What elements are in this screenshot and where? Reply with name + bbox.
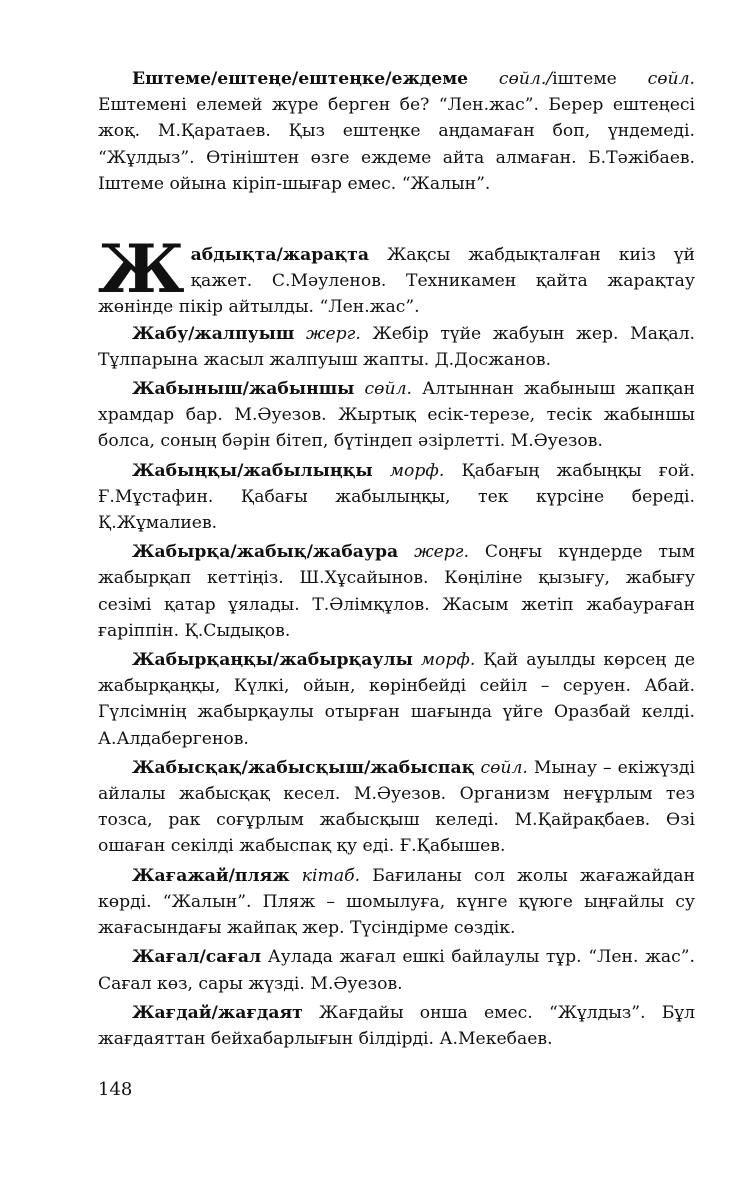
entry-text: Аулада жағал ешкі байлаулы тұр. “Лен. жас”. Сағал көз, сары жүзді. М.Әуезов. [98, 947, 695, 994]
entry-usage-note: сөйл. [480, 757, 528, 778]
section-gap [98, 197, 695, 242]
section-letter-drop-cap: Ж [98, 230, 185, 309]
entry-zhabynky [98, 458, 695, 537]
entry-usage-note: морф. [389, 460, 445, 481]
entry-headword: Жағал/сағал [132, 947, 262, 968]
page-number: 148 [98, 1079, 133, 1100]
entry-zhabynysh [98, 376, 695, 455]
entry-usage-note: сөйл. [364, 379, 412, 400]
entry-zhagdai [98, 1000, 695, 1052]
entry-text: Бағиланы сол жолы жағажайдан көрді. “Жалын”. Пляж – шомылуға, күнге қүюге ыңғайлы су жағасындағы жайпақ жер. Түсіндірме сөздік. [98, 865, 696, 939]
entry-text: Ештемені елемей жүре берген бе? “Лен.жас”. Берер ештеңесі жоқ. М.Қаратаев. Қыз ештеңке аңдамаған боп, үндемеді. “Жұлдыз”. Өтініштен өзге еждеме айта алмаған. Б.Тәжібаев. Іштеме ойына кіріп-шығар емес. “Жалын”. [98, 95, 695, 194]
entry-usage-note-variant: сөйл. [647, 69, 696, 89]
entry-text: Мынау – екіжүзді айлалы жабысқақ кесел. М.Әуезов. Организм неғұрлым тез тозса, рак соғұрлым жабысқыш келеді. М.Қайрақбаев. Өзі ошаған секілді жабыспақ қу еді. Ғ.Қабышев. [98, 757, 695, 857]
entry-zhagazhai [98, 863, 695, 942]
entry-zhabu [98, 321, 695, 373]
entry-headword-variant: іштеме [552, 69, 617, 89]
entry-text: Соңғы күндерде тым жабырқап кеттіңіз. Ш.Хұсайынов. Көңіліне қызығу, жабығу сезімі қатар ұялады. Т.Әлімқұлов. Жасым жетіп жабаураған ғаріппін. Қ.Сыдықов. [98, 542, 696, 641]
entry-usage-note: морф. [420, 650, 476, 671]
entry-eshteme [98, 66, 695, 197]
entry-text: Алтыннан жабыныш жапқан храмдар бар. М.Әуезов. Жыртық есік-терезе, тесік жабыншы болса, соның бәрін бітеп, бүтіндеп әзірлетті. М.Әуезов. [98, 379, 695, 452]
entry-headword: Жабу/жалпуыш [132, 323, 295, 344]
entry-usage-note: жерг. [414, 542, 469, 563]
entry-headword: Жабырқа/жабық/жабаура [132, 542, 399, 563]
entry-usage-note: кітаб. [301, 865, 361, 886]
entry-text: Қабағың жабыңқы ғой. Ғ.Мұстафин. Қабағы жабылыңқы, тек күрсіне береді. Қ.Жұмалиев. [98, 460, 696, 534]
entry-zhabyrka [98, 539, 695, 644]
entry-headword: Жағдай/жағдаят [132, 1002, 303, 1023]
entry-usage-note: сөйл./ [498, 69, 553, 89]
entry-headword: Жабысқақ/жабысқыш/жабыспақ [132, 757, 475, 778]
entry-text: Жағдайы онша емес. “Жұлдыз”. Бұл жағдаяттан бейхабарлығын білдірді. А.Мекебаев. [98, 1002, 696, 1049]
entry-zhabyskak [98, 755, 695, 860]
entry-text: Жақсы жабдықталған киіз үй қажет. С.Мәуленов. Техникамен қайта жарақтау жөнінде пікір айтылды. “Лен.жас”. [98, 245, 695, 318]
page-content [98, 66, 695, 1052]
entry-usage-note: жерг. [305, 323, 361, 344]
entry-text: Жебір түйе жабуын жер. Мақал. Тұлпарына жасыл жалпуыш жапты. Д.Досжанов. [98, 323, 695, 370]
entry-zhagal [98, 944, 695, 996]
entry-headword: Жабыңқы/жабылыңқы [132, 460, 373, 481]
entry-headword: Жабырқаңқы/жабырқаулы [132, 650, 413, 671]
entry-headword: абдықта/жарақта [190, 245, 369, 266]
entry-zhabdykta [98, 230, 695, 321]
entry-headword: Ештеме/ештеңе/ештеңке/еждеме [132, 69, 469, 89]
entry-zhabyrkanky [98, 647, 695, 752]
entry-headword: Жабыныш/жабыншы [132, 379, 355, 400]
entry-text: Қай ауылды көрсең де жабырқаңқы, Күлкі, ойын, көрінбейді сейіл – серуен. Абай. Гүлсімнің жабырқаулы отырған шағында үйге Оразбай келді. А.Алдабергенов. [98, 650, 695, 749]
entry-headword: Жағажай/пляж [132, 865, 290, 886]
